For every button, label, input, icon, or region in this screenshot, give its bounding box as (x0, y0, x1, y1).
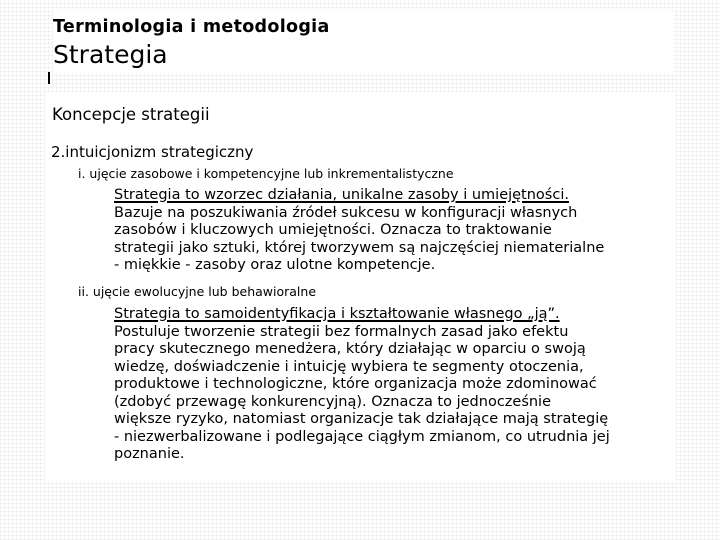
paragraph-line: Postuluje tworzenie strategii bez formalnych zasad jako efektu (114, 323, 569, 340)
paragraph-line: - miękkie - zasoby oraz ulotne kompetencje. (114, 257, 436, 273)
paragraph-line: - niezwerbalizowane i podlegające ciągłym zmianom, co utrudnia jej (114, 428, 610, 445)
paragraph-line: strategii jako sztuki, której tworzywem są najczęściej niematerialne (114, 239, 605, 256)
section-heading: Koncepcje strategii (52, 105, 210, 124)
paragraph-line: produktowe i technologiczne, które organizacja może zdominować (114, 376, 597, 392)
paragraph-line: wiedzę, doświadczenie i intuicję wybiera te segmenty otoczenia, (114, 358, 584, 375)
sub-point-i-paragraph (114, 187, 674, 275)
sub-point-ii-paragraph (114, 306, 674, 464)
slide-supertitle: Terminologia i metodologia (53, 17, 330, 37)
paragraph-line: Bazuje na poszukiwania źródeł sukcesu w konfiguracji własnych (114, 204, 578, 221)
paragraph-line: zasobów i kluczowych umiejętności. Oznacza to traktowanie (114, 222, 552, 238)
paragraph-line: Strategia to samoidentyfikacja i kształtowanie własnego „ją”. (114, 306, 560, 322)
paragraph-line: większe ryzyko, natomiast organizacje tak działające mają strategię (114, 411, 609, 427)
paragraph-line: Strategia to wzorzec działania, unikalne zasoby i umiejętności. (114, 187, 569, 203)
paragraph-line: (zdobyć przewagę konkurencyjną). Oznacza to jednocześnie (114, 393, 552, 410)
paragraph-line: poznanie. (114, 446, 185, 462)
slide-title: Strategia (53, 40, 168, 69)
header-divider (48, 72, 50, 84)
sub-point-i-label: i. ujęcie zasobowe i kompetencyjne lub inkrementalistyczne (78, 166, 454, 181)
paragraph-line: pracy skutecznego menedżera, który działając w oparciu o swoją (114, 341, 586, 357)
point-heading: 2.intuicjonizm strategiczny (51, 143, 254, 161)
sub-point-ii-label: ii. ujęcie ewolucyjne lub behawioralne (78, 284, 317, 299)
